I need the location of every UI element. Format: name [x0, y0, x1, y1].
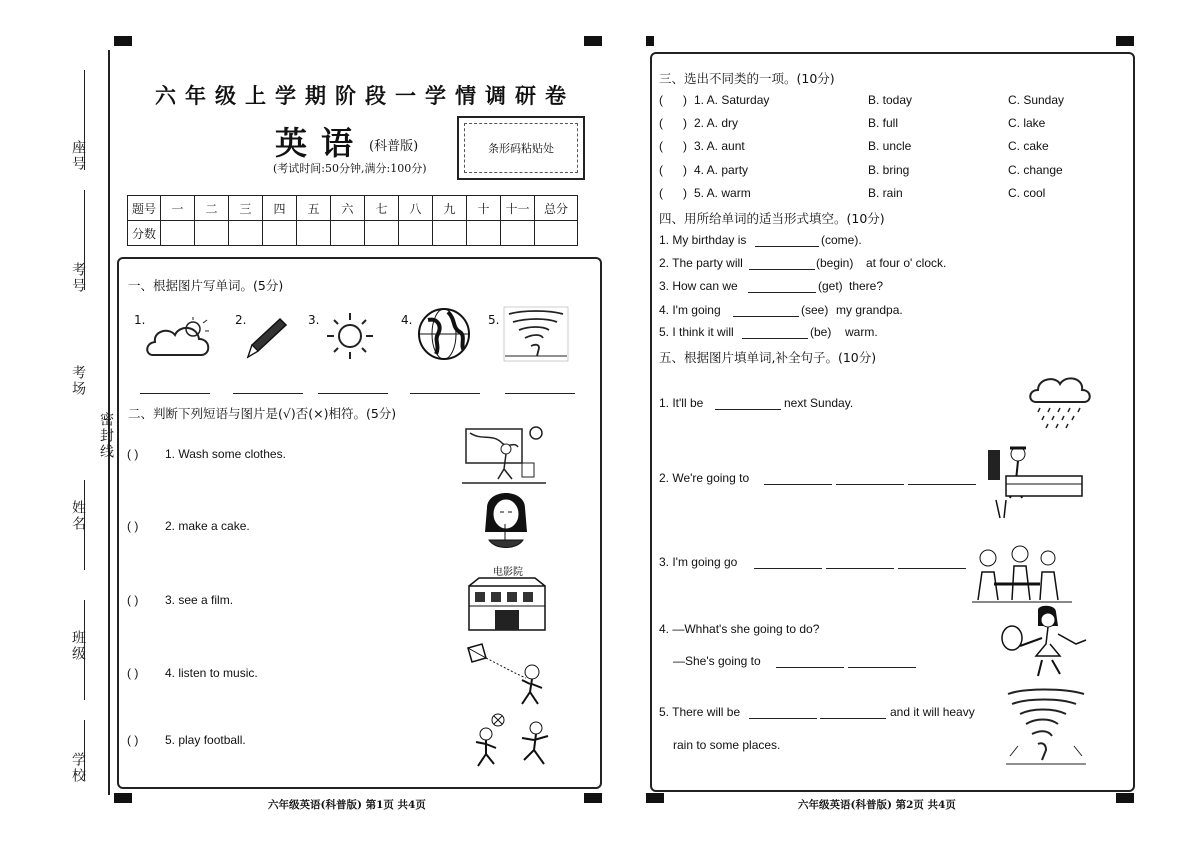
section2-heading: 二、判断下列短语与图片是(√)否(×)相符。(5分) — [128, 406, 397, 421]
answer-line[interactable] — [140, 393, 210, 394]
answer-line[interactable] — [820, 718, 886, 719]
question-text: warm. — [845, 325, 878, 339]
score-header-cell: 七 — [365, 196, 399, 221]
cinema-picture — [465, 564, 549, 632]
score-input-cell[interactable] — [195, 221, 229, 246]
subject-title: 英语 — [275, 124, 368, 162]
football-picture — [468, 712, 558, 770]
section3-heading: 三、选出不同类的一项。(10分) — [659, 71, 835, 86]
seal-line-label: 密封线 — [98, 412, 114, 460]
answer-line[interactable] — [836, 484, 904, 485]
rain-cloud-icon — [1028, 372, 1092, 430]
option-a: 5. A. warm — [694, 186, 751, 200]
answer-bracket[interactable]: ( ) — [127, 666, 139, 680]
question-text: 1. My birthday is — [659, 233, 747, 247]
tennis-girl-picture — [998, 604, 1094, 680]
registration-marker — [646, 36, 654, 46]
exam-number-label: 考号 — [70, 262, 86, 294]
question-text: 3. How can we — [659, 279, 738, 293]
answer-bracket[interactable]: ( ) — [659, 93, 687, 107]
answer-line[interactable] — [505, 393, 575, 394]
question-text: 4. —Whhat's she going to do? — [659, 622, 820, 636]
word-hint: (come). — [821, 233, 862, 247]
answer-line[interactable] — [908, 484, 976, 485]
score-header-cell: 二 — [195, 196, 229, 221]
seat-number-label: 座号 — [70, 140, 86, 172]
score-input-cell[interactable] — [263, 221, 297, 246]
option-b: B. rain — [868, 186, 903, 200]
barcode-box — [457, 116, 585, 180]
question-text: my grandpa. — [836, 303, 903, 317]
question-text: 2. The party will — [659, 256, 743, 270]
pencil-icon — [240, 315, 290, 360]
score-header-cell: 八 — [399, 196, 433, 221]
question-text: at four o' clock. — [866, 256, 947, 270]
cinema-sign: 电影院 — [493, 567, 523, 578]
option-a: 1. A. Saturday — [694, 93, 770, 107]
option-c: C. change — [1008, 163, 1063, 177]
option-b: B. uncle — [868, 139, 912, 153]
question-text: 4. listen to music. — [165, 666, 258, 680]
score-header-cell: 十一 — [501, 196, 535, 221]
section5-heading: 五、根据图片填单词,补全句子。(10分) — [659, 350, 877, 365]
answer-line[interactable] — [826, 568, 894, 569]
answer-bracket[interactable]: ( ) — [127, 447, 139, 461]
page2-footer: 六年级英语(科普版) 第2页 共4页 — [798, 799, 956, 811]
typhoon-picture — [1004, 686, 1088, 768]
option-c: C. cool — [1008, 186, 1046, 200]
question-text: 1. It'll be — [659, 396, 704, 410]
score-header-cell: 六 — [331, 196, 365, 221]
option-c: C. cake — [1008, 139, 1049, 153]
answer-line[interactable] — [715, 409, 781, 410]
option-b: B. today — [868, 93, 913, 107]
answer-bracket[interactable]: ( ) — [127, 733, 139, 747]
word-hint: (see) — [801, 303, 829, 317]
school-label: 学校 — [70, 752, 86, 784]
option-c: C. Sunday — [1008, 93, 1065, 107]
score-header-cell: 十 — [467, 196, 501, 221]
score-table — [127, 195, 578, 246]
score-input-cell[interactable] — [467, 221, 501, 246]
globe-icon — [416, 306, 472, 362]
question-text: rain to some places. — [673, 738, 781, 752]
answer-bracket[interactable]: ( ) — [659, 186, 687, 200]
option-a: 3. A. aunt — [694, 139, 745, 153]
answer-line[interactable] — [733, 316, 799, 317]
exam-title: 六年级上学期阶段一学情调研卷 — [155, 83, 575, 108]
score-header-cell: 一 — [161, 196, 195, 221]
question-text: 3. see a film. — [165, 593, 234, 607]
word-hint: (begin) — [816, 256, 854, 270]
answer-line[interactable] — [749, 718, 817, 719]
score-input-cell[interactable] — [535, 221, 578, 246]
answer-line[interactable] — [748, 292, 816, 293]
score-header-cell: 三 — [229, 196, 263, 221]
question-text: —She's going to — [673, 654, 761, 668]
question-text: 1. Wash some clothes. — [165, 447, 286, 461]
tornado-icon — [503, 306, 569, 362]
answer-bracket[interactable]: ( ) — [127, 519, 139, 533]
answer-bracket[interactable]: ( ) — [659, 139, 687, 153]
picture-number: 1. — [134, 313, 146, 327]
answer-line[interactable] — [749, 269, 815, 270]
option-c: C. lake — [1008, 116, 1046, 130]
exam-room-label: 考场 — [70, 365, 86, 397]
answer-bracket[interactable]: ( ) — [659, 163, 687, 177]
name-label: 姓名 — [70, 500, 86, 532]
score-header-cell: 题号 — [128, 196, 161, 221]
washing-picture — [462, 423, 546, 487]
answer-line[interactable] — [318, 393, 388, 394]
registration-marker — [646, 793, 664, 803]
girl-eating-picture — [475, 488, 539, 552]
registration-marker — [584, 793, 602, 803]
option-a: 2. A. dry — [694, 116, 739, 130]
score-header-cell: 九 — [433, 196, 467, 221]
answer-line[interactable] — [755, 246, 819, 247]
score-header-cell: 四 — [263, 196, 297, 221]
picture-number: 5. — [488, 313, 500, 327]
score-input-cell[interactable] — [297, 221, 331, 246]
option-a: 4. A. party — [694, 163, 749, 177]
answer-line[interactable] — [233, 393, 303, 394]
cooking-picture — [986, 440, 1086, 520]
option-b: B. full — [868, 116, 899, 130]
barcode-label: 条形码粘贴处 — [488, 142, 554, 155]
score-input-cell[interactable] — [365, 221, 399, 246]
registration-marker — [1116, 36, 1134, 46]
family-picnic-picture — [972, 544, 1072, 604]
answer-line[interactable] — [754, 568, 822, 569]
question-text: next Sunday. — [784, 396, 854, 410]
question-text: 5. I think it will — [659, 325, 734, 339]
section1-heading: 一、根据图片写单词。(5分) — [128, 278, 284, 293]
option-b: B. bring — [868, 163, 910, 177]
score-table-row — [128, 221, 578, 246]
score-row-label: 分数 — [128, 221, 161, 246]
registration-marker — [114, 36, 132, 46]
answer-line[interactable] — [776, 667, 844, 668]
cloud-icon — [145, 315, 213, 360]
score-input-cell[interactable] — [399, 221, 433, 246]
answer-line[interactable] — [742, 338, 808, 339]
answer-line[interactable] — [764, 484, 832, 485]
word-hint: (get) — [818, 279, 843, 293]
score-header-cell: 总分 — [535, 196, 578, 221]
score-input-cell[interactable] — [331, 221, 365, 246]
edition-label: (科普版) — [369, 139, 419, 154]
sun-icon — [323, 310, 378, 362]
answer-line[interactable] — [848, 667, 916, 668]
picture-number: 3. — [308, 313, 320, 327]
section4-heading: 四、用所给单词的适当形式填空。(10分) — [659, 211, 885, 226]
registration-marker — [114, 793, 132, 803]
question-text: 3. I'm going go — [659, 555, 738, 569]
question-text: 2. We're going to — [659, 471, 750, 485]
registration-marker — [584, 36, 602, 46]
class-label: 班级 — [70, 630, 86, 662]
answer-bracket[interactable]: ( ) — [127, 593, 139, 607]
word-hint: (be) — [810, 325, 832, 339]
picture-number: 4. — [401, 313, 413, 327]
answer-line[interactable] — [410, 393, 480, 394]
score-input-cell[interactable] — [229, 221, 263, 246]
score-header-cell: 五 — [297, 196, 331, 221]
question-text: there? — [849, 279, 884, 293]
score-input-cell[interactable] — [433, 221, 467, 246]
score-table-header — [128, 196, 578, 221]
answer-bracket[interactable]: ( ) — [659, 116, 687, 130]
score-input-cell[interactable] — [161, 221, 195, 246]
question-text: 5. play football. — [165, 733, 246, 747]
picture-number: 2. — [235, 313, 247, 327]
question-text: 4. I'm going — [659, 303, 721, 317]
question-text: and it will heavy — [890, 705, 975, 719]
registration-marker — [1116, 793, 1134, 803]
answer-line[interactable] — [898, 568, 966, 569]
question-text: 5. There will be — [659, 705, 741, 719]
page1-footer: 六年级英语(科普版) 第1页 共4页 — [268, 799, 426, 811]
exam-info: (考试时间:50分钟,满分:100分) — [273, 162, 427, 175]
question-text: 2. make a cake. — [165, 519, 250, 533]
score-input-cell[interactable] — [501, 221, 535, 246]
kite-boy-picture — [462, 642, 552, 708]
